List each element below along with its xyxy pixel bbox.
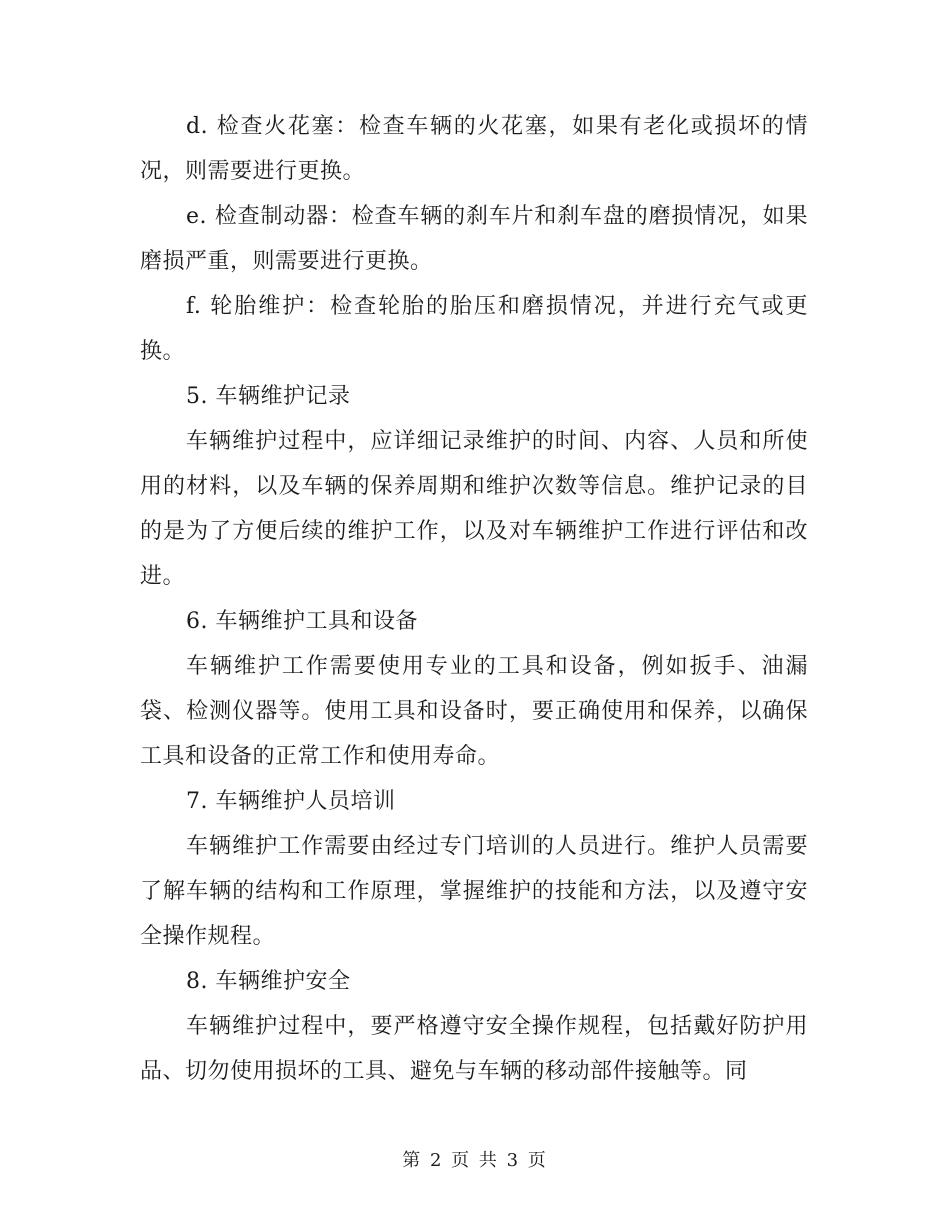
- section-heading-maintenance-safety: 8. 车辆维护安全: [186, 969, 351, 994]
- page-number-footer: 第 2 页 共 3 页: [402, 1150, 548, 1171]
- section-heading-tools-equipment: 6. 车辆维护工具和设备: [186, 609, 418, 634]
- section-heading-maintenance-records: 5. 车辆维护记录: [186, 384, 351, 409]
- document-body: [140, 104, 808, 1094]
- paragraph-maintenance-records: 车辆维护过程中，应详细记录维护的时间、内容、人员和所使用的材料，以及车辆的保养周期和维护次数等信息。维护记录的目的是为了方便后续的维护工作，以及对车辆维护工作进行评估和改进。: [140, 429, 808, 589]
- paragraph-check-brakes: e. 检查制动器：检查车辆的刹车片和刹车盘的磨损情况，如果磨损严重，则需要进行更换。: [140, 204, 808, 274]
- paragraph-maintenance-safety: 车辆维护过程中，要严格遵守安全操作规程，包括戴好防护用品、切勿使用损坏的工具、避免与车辆的移动部件接触等。同: [140, 1014, 808, 1084]
- paragraph-tire-maintenance: f. 轮胎维护：检查轮胎的胎压和磨损情况，并进行充气或更换。: [140, 294, 808, 364]
- paragraph-staff-training: 车辆维护工作需要由经过专门培训的人员进行。维护人员需要了解车辆的结构和工作原理，掌握维护的技能和方法，以及遵守安全操作规程。: [140, 834, 808, 949]
- paragraph-tools-equipment: 车辆维护工作需要使用专业的工具和设备，例如扳手、油漏袋、检测仪器等。使用工具和设备时，要正确使用和保养，以确保工具和设备的正常工作和使用寿命。: [140, 654, 808, 769]
- paragraph-check-spark-plug: d. 检查火花塞：检查车辆的火花塞，如果有老化或损坏的情况，则需要进行更换。: [140, 114, 808, 184]
- section-heading-staff-training: 7. 车辆维护人员培训: [186, 789, 396, 814]
